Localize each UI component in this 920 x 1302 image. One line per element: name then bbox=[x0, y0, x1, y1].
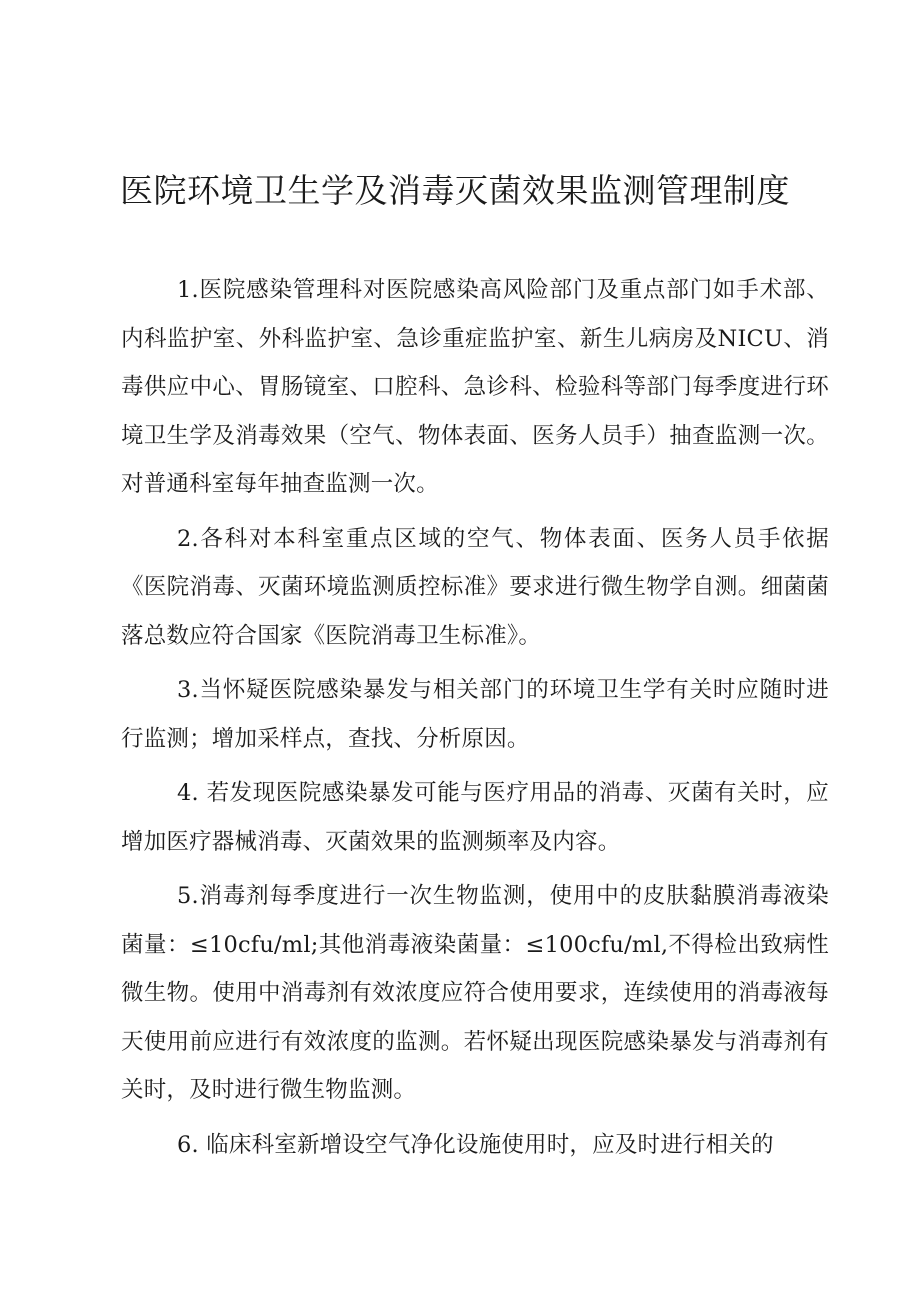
paragraph-6: 6. 临床科室新增设空气净化设施使用时，应及时进行相关的 bbox=[177, 1131, 774, 1158]
paragraph-2: 2.各科对本科室重点区域的空气、物体表面、医务人员手依据《医院消毒、灭菌环境监测质控标准》要求进行微生物学自测。细菌菌落总数应符合国家《医院消毒卫生标准》。 bbox=[121, 525, 829, 649]
paragraph-3: 3.当怀疑医院感染暴发与相关部门的环境卫生学有关时应随时进行监测；增加采样点，查找、分析原因。 bbox=[121, 677, 829, 752]
document-title: 医院环境卫生学及消毒灭菌效果监测管理制度 bbox=[120, 171, 790, 210]
document-body bbox=[121, 266, 829, 1169]
paragraph-5: 5.消毒剂每季度进行一次生物监测，使用中的皮肤黏膜消毒液染菌量：≤10cfu/ml;其他消毒液染菌量：≤100cfu/ml,不得检出致病性微生物。使用中消毒剂有效浓度应符合使用要求，连续使用的消毒液每天使用前应进行有效浓度的监测。若怀疑出现医院感染暴发与消毒剂有关时，及时进行微生物监测。 bbox=[121, 883, 829, 1103]
paragraph-1: 1.医院感染管理科对医院感染高风险部门及重点部门如手术部、内科监护室、外科监护室、急诊重症监护室、新生儿病房及NICU、消毒供应中心、胃肠镜室、口腔科、急诊科、检验科等部门每季度进行环境卫生学及消毒效果（空气、物体表面、医务人员手）抽查监测一次。对普通科室每年抽查监测一次。 bbox=[121, 277, 829, 497]
paragraph-4: 4. 若发现医院感染暴发可能与医疗用品的消毒、灭菌有关时，应增加医疗器械消毒、灭菌效果的监测频率及内容。 bbox=[121, 780, 829, 855]
